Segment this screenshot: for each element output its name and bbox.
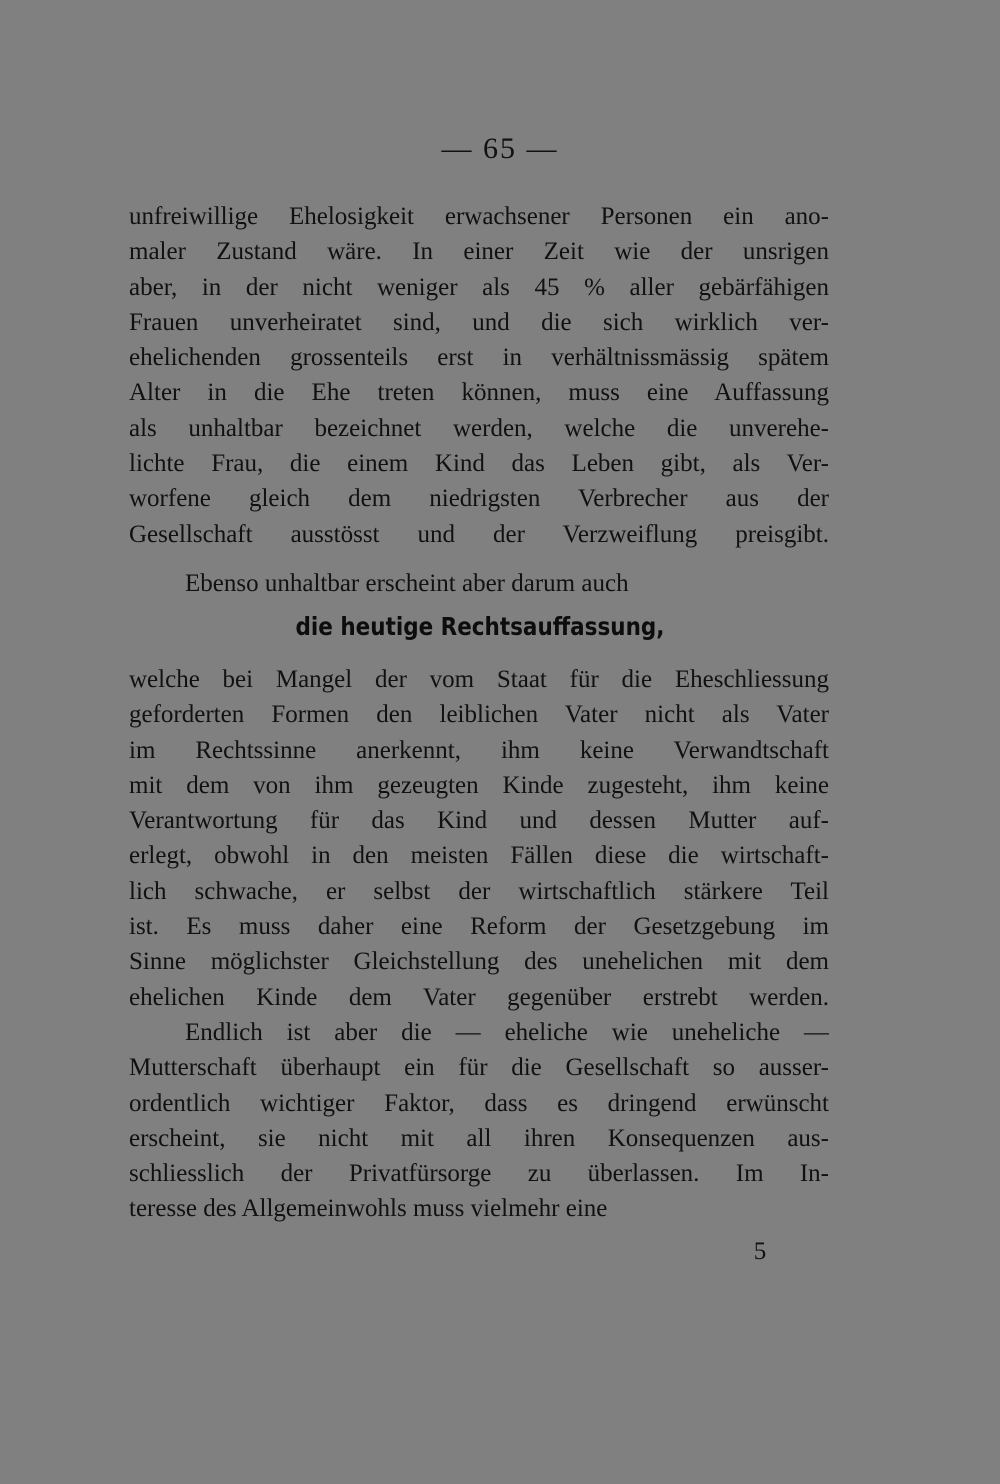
paragraph-2-intro bbox=[129, 566, 829, 601]
text-line: mit dem von ihm gezeugten Kinde zugesteht, ihm keine bbox=[129, 771, 829, 799]
text-line: unfreiwillige Ehelosigkeit erwachsener Personen ein ano- bbox=[129, 203, 829, 230]
text-line: Gesellschaft ausstösst und der Verzweiflung preisgibt. bbox=[129, 520, 829, 548]
text-line: welche bei Mangel der vom Staat für die Eheschliessung bbox=[129, 666, 829, 693]
text-line: erscheint, sie nicht mit all ihren Konsequenzen aus- bbox=[129, 1124, 829, 1152]
text-line: Verantwortung für das Kind und dessen Mutter auf- bbox=[129, 807, 829, 835]
paragraph-1 bbox=[129, 199, 829, 552]
text-line: Ebenso unhaltbar erscheint aber darum auch bbox=[185, 570, 629, 597]
text-line: teresse des Allgemeinwohls muss vielmehr eine bbox=[129, 1195, 608, 1223]
text-line: worfene gleich dem niedrigsten Verbrecher aus der bbox=[129, 485, 829, 513]
signature-mark: 5 bbox=[753, 1238, 767, 1265]
text-line: Mutterschaft überhaupt ein für die Gesellschaft so ausser- bbox=[129, 1054, 829, 1082]
text-line: ist. Es muss daher eine Reform der Gesetzgebung im bbox=[129, 913, 829, 941]
text-line: maler Zustand wäre. In einer Zeit wie der unsrigen bbox=[129, 238, 829, 266]
text-line: im Rechtssinne anerkennt, ihm keine Verwandtschaft bbox=[129, 736, 829, 764]
text-line: erlegt, obwohl in den meisten Fällen diese die wirtschaft- bbox=[129, 842, 829, 870]
text-line: ehelichenden grossenteils erst in verhältnissmässig spätem bbox=[129, 344, 829, 372]
text-line: geforderten Formen den leiblichen Vater nicht als Vater bbox=[129, 701, 829, 729]
text-line: Frauen unverheiratet sind, und die sich wirklich ver- bbox=[129, 308, 829, 336]
text-line: lichte Frau, die einem Kind das Leben gibt, als Ver- bbox=[129, 450, 829, 478]
text-line: Alter in die Ehe treten können, muss eine Auffassung bbox=[129, 379, 829, 407]
text-line: schliesslich der Privatfürsorge zu überlassen. Im In- bbox=[129, 1160, 829, 1188]
page-number-header: — 65 — bbox=[441, 132, 559, 165]
text-line: als unhaltbar bezeichnet werden, welche die unverehe- bbox=[129, 414, 829, 442]
text-line: Endlich ist aber die — eheliche wie uneheliche — bbox=[185, 1018, 829, 1046]
text-line: aber, in der nicht weniger als 45 % aller gebärfähigen bbox=[129, 273, 829, 301]
text-line: lich schwache, er selbst der wirtschaftlich stärkere Teil bbox=[129, 877, 829, 905]
text-line: ordentlich wichtiger Faktor, dass es dringend erwünscht bbox=[129, 1089, 829, 1117]
text-line: ehelichen Kinde dem Vater gegenüber erstrebt werden. bbox=[129, 983, 829, 1011]
text-line: Sinne möglichster Gleichstellung des unehelichen mit dem bbox=[129, 948, 829, 976]
section-heading: die heutige Rechtsauffassung, bbox=[295, 612, 665, 641]
paragraph-2 bbox=[129, 662, 829, 1227]
